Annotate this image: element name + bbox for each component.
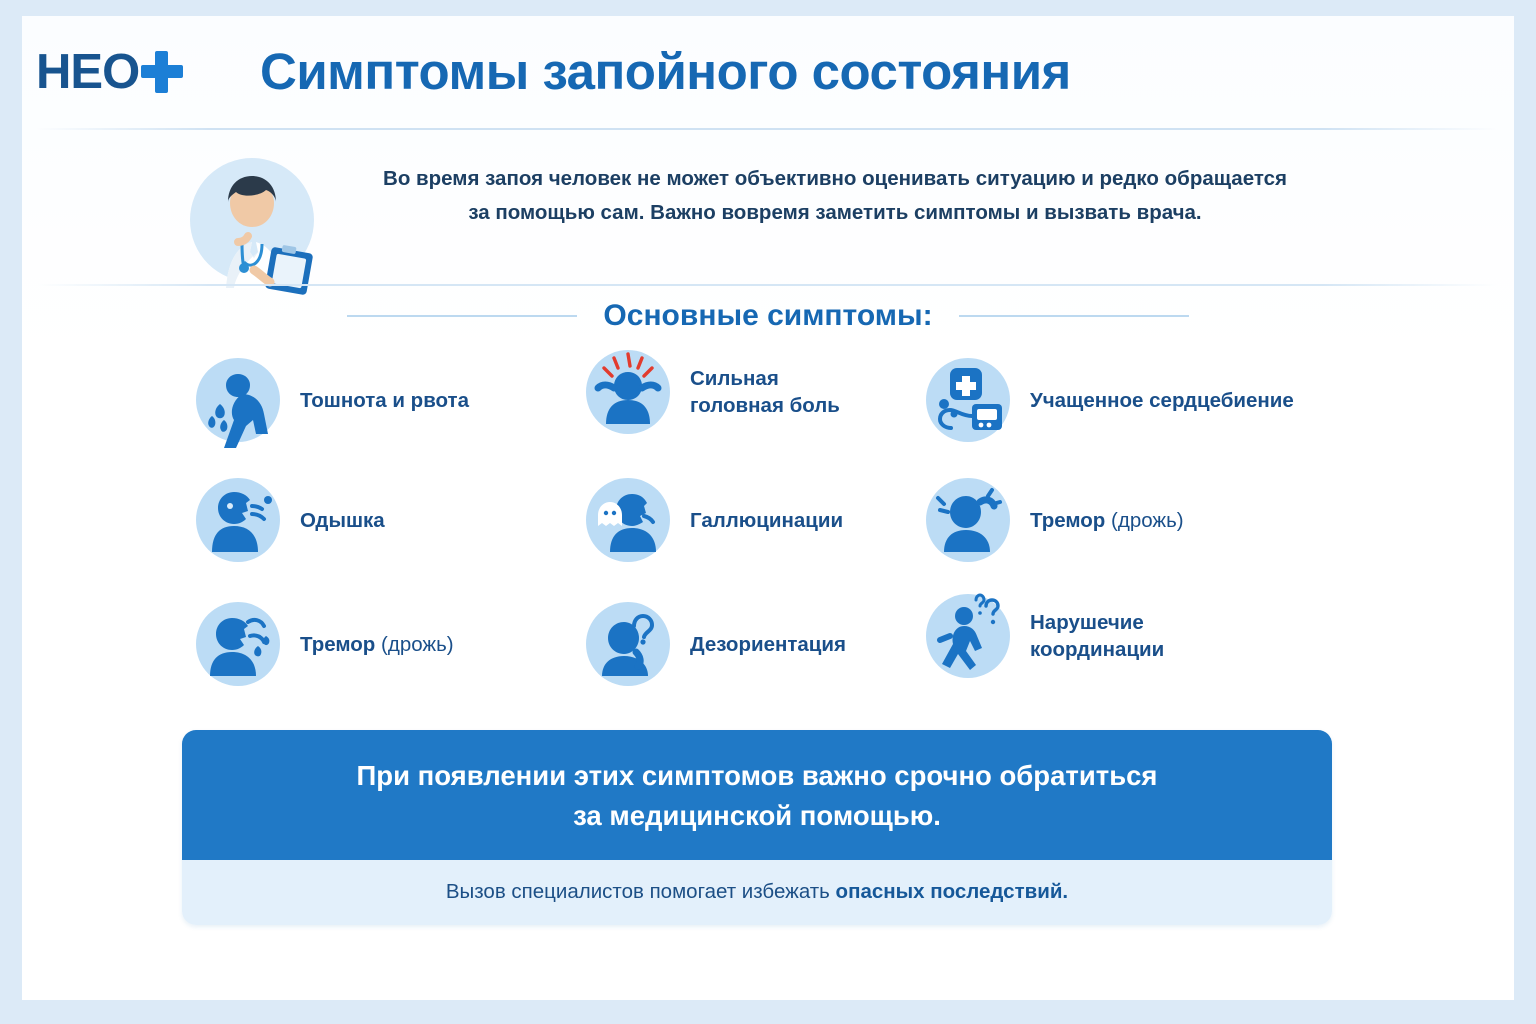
hallucinations-ghost-icon <box>580 472 676 568</box>
vomiting-icon <box>190 352 286 448</box>
intro-text <box>340 162 1330 230</box>
bottom-border-band <box>0 1000 1536 1024</box>
poster-content <box>22 16 1514 1000</box>
shortness-of-breath-icon <box>190 472 286 568</box>
headache-icon <box>580 344 676 440</box>
right-border-band <box>1514 16 1536 1000</box>
coordination-loss-icon <box>920 588 1016 684</box>
disorientation-icon <box>580 596 676 692</box>
callout-main-line-2: за медицинской помощью. <box>573 800 941 831</box>
left-border-band <box>0 16 22 1000</box>
header-divider <box>36 128 1498 130</box>
header <box>22 16 1514 124</box>
intro-block <box>172 142 1472 272</box>
symptom-item-disorientation <box>580 596 846 692</box>
symptom-label: Галлюцинации <box>690 508 844 532</box>
symptom-label: Сильная головная боль <box>690 367 840 417</box>
symptom-item-nausea <box>190 352 469 448</box>
symptom-item-tachycardia <box>920 352 1294 448</box>
brand-logo-text: HEO <box>36 45 140 99</box>
callout-sub <box>182 860 1332 925</box>
symptom-item-coordination <box>920 588 1164 684</box>
symptom-label: Нарушечие координации <box>1030 611 1165 661</box>
callout-box <box>182 730 1332 925</box>
section-rule-right <box>959 315 1189 317</box>
symptom-label: Одышка <box>300 508 385 532</box>
callout-main-line-1: При появлении этих симптомов важно срочно обратиться <box>356 760 1158 791</box>
symptom-item-tremor-head <box>920 472 1184 568</box>
symptom-label: Учащенное сердцебиение <box>1030 388 1294 412</box>
symptoms-grid <box>190 344 1380 704</box>
intro-divider <box>36 284 1498 286</box>
symptom-item-dyspnea <box>190 472 385 568</box>
symptom-label: Тремор (дрожь) <box>300 632 454 656</box>
section-heading <box>22 288 1514 344</box>
callout-sub-prefix: Вызов специалистов помогает избежать <box>445 880 836 903</box>
symptom-label: Тошнота и рвота <box>300 388 469 412</box>
symptom-item-tremor-sweating <box>190 596 454 692</box>
top-border-band <box>0 0 1536 16</box>
intro-line-2: за помощью сам. Важно вовремя заметить симптомы и вызвать врача. <box>468 201 1202 224</box>
callout-sub-strong: опасных последствий. <box>835 880 1069 903</box>
plus-icon <box>141 51 183 93</box>
callout-main <box>182 730 1332 860</box>
page-title: Симптомы запойного состояния <box>260 43 1071 100</box>
symptom-item-headache <box>580 344 840 440</box>
section-heading-label: Основные симптомы: <box>603 299 933 332</box>
sweating-tremor-icon <box>190 596 286 692</box>
doctor-avatar-icon <box>182 146 322 296</box>
symptom-label: Дезориентация <box>690 632 846 656</box>
brand-logo <box>36 44 183 100</box>
symptom-label: Тремор (дрожь) <box>1030 508 1184 532</box>
symptom-item-hallucinations <box>580 472 843 568</box>
tremor-shaking-head-icon <box>920 472 1016 568</box>
section-rule-left <box>347 315 577 317</box>
heartbeat-monitor-icon <box>920 352 1016 448</box>
intro-line-1: Во время запоя человек не может объективно оценивать ситуацию и редко обращается <box>383 167 1287 190</box>
